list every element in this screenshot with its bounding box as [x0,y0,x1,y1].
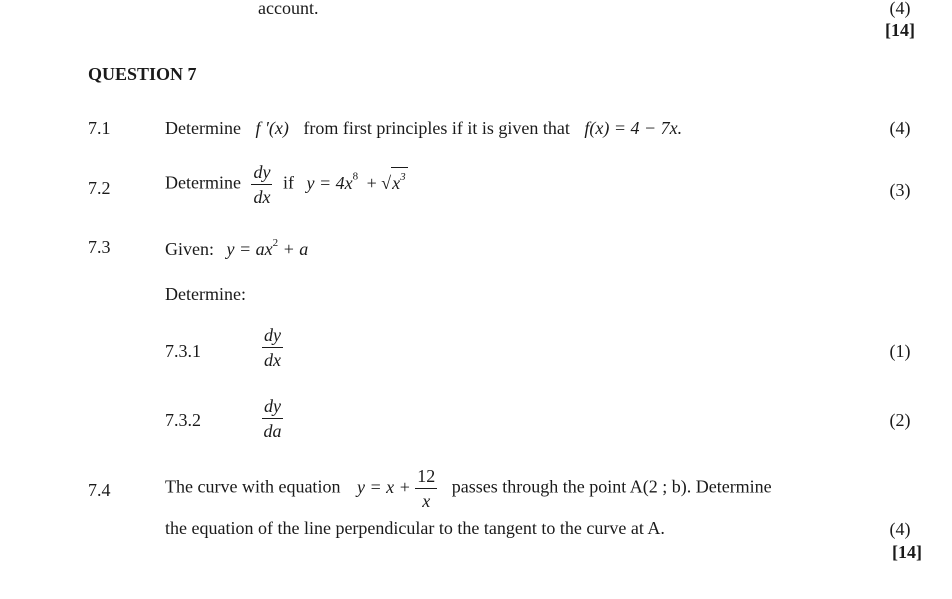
q74-frac-den: x [422,491,431,511]
q72-if: if [282,172,294,193]
q72-radicand: x [392,172,401,193]
q72-frac-den: dx [253,187,271,207]
q71-text [165,118,682,139]
q72-frac-num: dy [251,162,272,185]
q731-frac-num: dy [262,325,283,348]
q7-total: [14] [892,542,922,562]
q72-eq-lhs: y = 4x [306,172,353,193]
q731-fraction [262,325,283,370]
q71-number: 7.1 [88,118,111,138]
q73-determine: Determine: [165,284,246,304]
q73-text [165,237,308,260]
q71-mark: (4) [889,118,911,138]
q72-fraction [251,162,272,207]
mark-previous: (4) [889,0,911,18]
total-previous: [14] [885,20,915,40]
q71-function: f(x) = 4 − 7x. [584,118,683,138]
q73-eq-rhs: + a [282,239,309,259]
q71-pre: Determine [165,118,241,138]
q72-sqrt [381,167,407,194]
q732-frac-den: da [263,421,282,441]
q732-mark: (2) [889,410,911,430]
q732-frac-num: dy [262,396,283,419]
question-heading: QUESTION 7 [88,64,197,84]
q74-number: 7.4 [88,480,111,500]
q72-pre: Determine [165,172,241,193]
q731-number: 7.3.1 [165,341,201,361]
q732-number: 7.3.2 [165,410,201,430]
q731-frac-den: dx [264,350,281,370]
sqrt-symbol: √ [381,172,392,193]
q72-number: 7.2 [88,178,111,198]
q74-post: passes through the point A(2 ; b). Determine [451,476,772,497]
q73-eq-lhs: y = ax [226,239,273,259]
q71-fprime: f ′(x) [255,118,289,138]
q73-exp2: 2 [272,237,279,249]
previous-question-text: account. [258,0,319,18]
q74-frac-num: 12 [415,466,437,489]
q74-eq-lhs: y = x + [356,476,411,497]
q71-mid: from first principles if it is given that [303,118,570,138]
q74-line1 [165,466,772,511]
q72-mark: (3) [889,180,911,200]
q72-exp3: 3 [400,170,406,183]
q72-text [165,162,408,207]
q731-mark: (1) [889,341,911,361]
q73-number: 7.3 [88,237,111,257]
q74-mark: (4) [889,519,911,539]
q74-line2: the equation of the line perpendicular to the tangent to the curve at A. [165,518,665,538]
q72-exp8: 8 [352,170,359,183]
q74-pre: The curve with equation [165,476,341,497]
q72-plus: + [366,172,377,193]
q73-given: Given: [165,239,214,259]
q732-fraction [262,396,283,441]
q74-fraction [415,466,437,511]
